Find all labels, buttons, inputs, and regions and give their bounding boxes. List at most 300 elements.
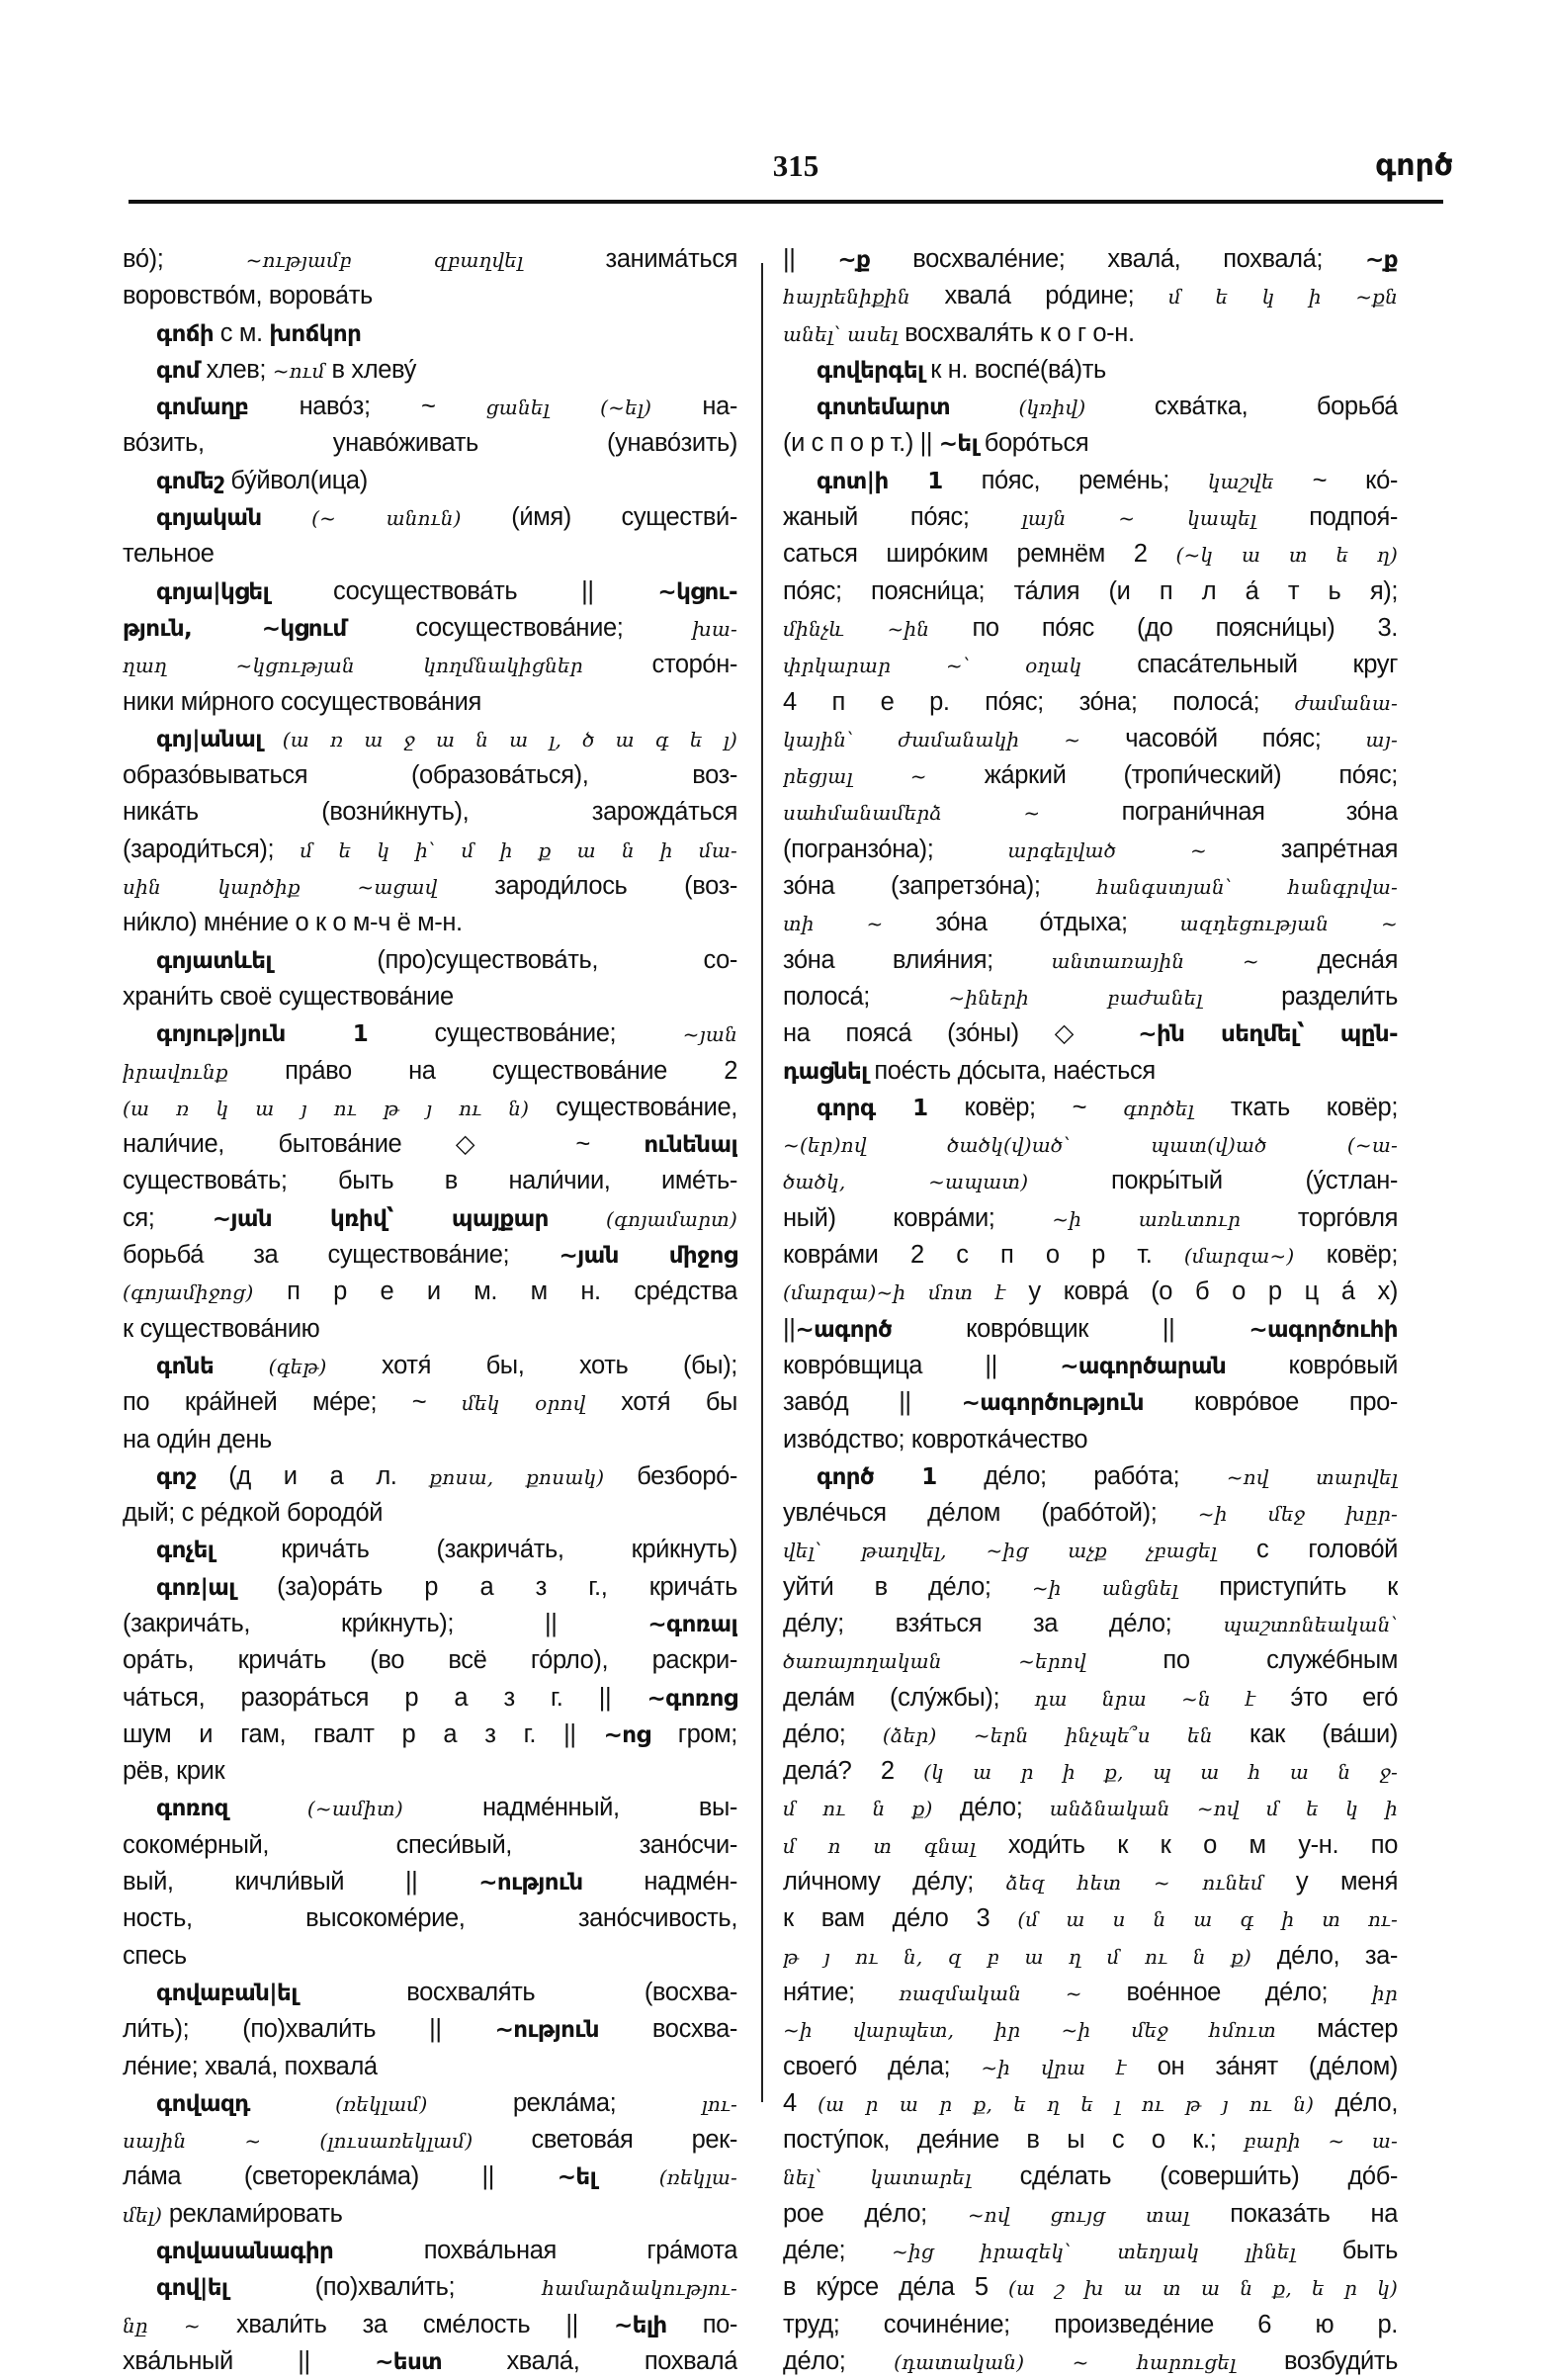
dictionary-line xyxy=(123,1311,737,1348)
russian-text: (по)хвали́ть; xyxy=(227,2273,543,2302)
dictionary-line xyxy=(123,1015,737,1052)
dictionary-line xyxy=(123,2196,737,2233)
headword: գոշ xyxy=(156,1463,197,1490)
russian-text: пра́во на существова́ние 2 xyxy=(227,1056,737,1085)
russian-text: (за)ора́ть р а з г., крича́ть xyxy=(234,1572,737,1601)
dictionary-line xyxy=(123,721,737,757)
russian-text: заво́д || xyxy=(783,1388,962,1417)
russian-text: ный) ковра́ми; xyxy=(783,1203,1053,1232)
dictionary-line xyxy=(123,1938,737,1975)
russian-text: к н. воспе́(ва́)ть xyxy=(923,355,1106,384)
russian-text: ковро́вщица || xyxy=(783,1351,1061,1379)
armenian-example: ձեզ հետ ~ ունեմ xyxy=(1005,1871,1264,1895)
russian-text: образо́вываться (образова́ться), воз- xyxy=(123,761,737,790)
russian-text: во́зить, унаво́живать (унаво́зить) xyxy=(123,429,737,458)
dictionary-line xyxy=(783,1422,1398,1458)
armenian-example: իրավունք xyxy=(123,1059,228,1084)
russian-text: торго́вля xyxy=(1241,1203,1398,1232)
headword: գորգ 1 xyxy=(817,1095,928,1121)
armenian-example: (կ ա ր ի ք, պ ա հ ա ն ջ- xyxy=(923,1760,1398,1785)
russian-text: существова́ние; xyxy=(368,1019,683,1048)
armenian-example: (ա շ խ ա տ ա ն ք, ե ր կ) xyxy=(1007,2276,1398,2301)
dictionary-line xyxy=(123,1864,737,1900)
headword: գոնե xyxy=(156,1353,215,1379)
dictionary-line xyxy=(783,1753,1398,1790)
dictionary-line xyxy=(123,2159,737,2195)
dictionary-line xyxy=(123,1237,737,1274)
armenian-example: մել) xyxy=(123,2202,163,2227)
armenian-example: իր xyxy=(1372,1981,1398,2005)
headword: ~ին սեղմել՝ պըն- xyxy=(1138,1021,1398,1048)
armenian-example: (մ ա ս ն ա գ ի տ ու- xyxy=(1017,1907,1398,1932)
armenian-example: մեկ օրով xyxy=(461,1391,586,1416)
headword: ~ել xyxy=(938,431,979,458)
russian-text: де́ло; xyxy=(783,2346,895,2375)
russian-text: || xyxy=(783,1314,796,1343)
armenian-example: նը ~ xyxy=(123,2313,201,2337)
armenian-example: (ռեկլա- xyxy=(596,2165,737,2190)
russian-text: вый, кичли́вый || xyxy=(123,1868,479,1896)
right-column xyxy=(783,241,1398,2380)
headword: ~յան կռիվ՝ պայքար xyxy=(212,1205,549,1232)
dictionary-line xyxy=(123,389,737,425)
headword: ~յան միջոց xyxy=(559,1243,737,1270)
headword: ~ություն xyxy=(478,1870,583,1896)
armenian-example: կային՝ ժամանակի ~ xyxy=(783,727,1081,751)
russian-text: на- xyxy=(651,393,737,421)
russian-text: существова́ние, xyxy=(529,1093,737,1121)
armenian-example: (~ անուն) xyxy=(261,506,462,531)
russian-text: полоса́; xyxy=(783,982,949,1011)
dictionary-line xyxy=(783,352,1398,389)
dictionary-line xyxy=(123,832,737,868)
dictionary-line xyxy=(783,1163,1398,1199)
armenian-example: ~ի մեջ խըր- xyxy=(1197,1502,1398,1527)
russian-text: возбуди́ть xyxy=(1236,2346,1398,2375)
dictionary-line xyxy=(123,684,737,721)
russian-text: реклами́ровать xyxy=(162,2199,343,2228)
dictionary-line xyxy=(123,942,737,979)
armenian-example: մ ու ն ք) xyxy=(783,1797,933,1821)
russian-text: восхвале́ние; хвала́, похвала́; xyxy=(870,245,1366,273)
russian-text: десна́я xyxy=(1258,945,1398,974)
headword: գոյութ|յուն 1 xyxy=(156,1021,369,1048)
russian-text: похва́льная гра́мота xyxy=(333,2237,737,2265)
russian-text: по служе́бным xyxy=(1085,1646,1398,1675)
dictionary-line xyxy=(123,573,737,610)
russian-text: ора́ть, крича́ть (во всё го́рло), раскри- xyxy=(123,1646,737,1675)
headword: գովասանագիր xyxy=(156,2239,334,2265)
russian-text: светова́я рек- xyxy=(473,2126,737,2155)
russian-text: дела́м (слу́жбы); xyxy=(783,1683,1035,1712)
dictionary-line xyxy=(783,1495,1398,1532)
russian-text: запре́тная xyxy=(1206,835,1398,863)
dictionary-line xyxy=(123,315,737,352)
russian-text: ковёр; xyxy=(1294,1241,1398,1270)
russian-text: хвала́ ро́дине; xyxy=(909,282,1168,310)
headword: գոռ|ալ xyxy=(156,1574,235,1601)
russian-text: пограни́чная зо́на xyxy=(1040,798,1398,827)
headword: ունենալ xyxy=(644,1132,737,1159)
russian-text: хотя́ бы xyxy=(585,1388,737,1417)
russian-text: по́яс; поясни́ца; та́лия (и п л а́ т ь я); xyxy=(783,576,1398,605)
dictionary-line xyxy=(123,463,737,499)
russian-text: с м. xyxy=(214,318,270,347)
dictionary-line xyxy=(783,425,1398,462)
headword: ~ք xyxy=(1365,247,1398,273)
dictionary-line xyxy=(783,905,1398,941)
russian-text: жаный по́яс; xyxy=(783,503,1022,532)
headword: գոյատևել xyxy=(156,947,272,974)
headword: ~եստ xyxy=(375,2348,443,2375)
armenian-example: անձնական ~ով մ ե կ ի xyxy=(1049,1797,1398,1821)
dictionary-line xyxy=(783,647,1398,683)
russian-text: де́ло, xyxy=(1314,2088,1398,2117)
headword: գովաբան|ել xyxy=(156,1980,298,2006)
russian-text: по́яс, реме́нь; xyxy=(942,466,1208,494)
headword: գոճի xyxy=(156,320,215,347)
armenian-example: (կռիվ) xyxy=(950,396,1086,420)
dictionary-line xyxy=(783,979,1398,1015)
russian-text: ковро́вое про- xyxy=(1143,1388,1398,1417)
russian-text: де́ло, за- xyxy=(1251,1941,1398,1970)
armenian-example: ծառայողական ~երով xyxy=(783,1649,1086,1674)
dictionary-line xyxy=(123,757,737,794)
dictionary-line xyxy=(783,2085,1398,2122)
armenian-example: սահմանամերձ ~ xyxy=(783,801,1041,826)
russian-text: бу́йвол(ица) xyxy=(223,466,368,494)
armenian-example: (գոյամիջոց) xyxy=(123,1280,254,1305)
dictionary-line xyxy=(123,2307,737,2343)
russian-text: к существова́нию xyxy=(123,1314,320,1343)
dictionary-line xyxy=(123,2085,737,2122)
dictionary-line xyxy=(123,1200,737,1237)
russian-text: надме́н- xyxy=(582,1868,737,1896)
headword: գոչել xyxy=(156,1538,215,1564)
dictionary-line xyxy=(783,942,1398,979)
armenian-example: լու- xyxy=(701,2091,737,2116)
headword: գոտ|ի 1 xyxy=(817,468,943,494)
russian-text: ковёр; ~ xyxy=(927,1093,1124,1121)
dictionary-line xyxy=(123,2011,737,2048)
headword: ~ություն xyxy=(494,2017,599,2044)
dictionary-line xyxy=(783,1274,1398,1310)
headword: գոտեմարտ xyxy=(817,395,951,421)
armenian-example: փրկարար ~՝ օղակ xyxy=(783,654,1082,678)
russian-text: безборо́- xyxy=(604,1461,737,1490)
russian-text: сосуществова́ть || xyxy=(269,576,658,605)
russian-text: существова́ть; быть в нали́чии, име́ть- xyxy=(123,1167,737,1195)
armenian-example: ~յան xyxy=(682,1022,737,1047)
dictionary-line xyxy=(123,1274,737,1310)
headword: գոմաղբ xyxy=(156,395,249,421)
armenian-example: մ ո տ գնալ xyxy=(783,1833,977,1858)
headword: դացնել xyxy=(783,1058,868,1085)
russian-text: рёв, крик xyxy=(123,1757,225,1786)
headword: գոյական xyxy=(156,505,262,532)
dictionary-line xyxy=(123,536,737,573)
headword: ~ելի xyxy=(614,2312,667,2338)
headword: գովազդ xyxy=(156,2090,250,2117)
russian-text: надме́нный, вы- xyxy=(402,1794,737,1822)
dictionary-line xyxy=(783,1532,1398,1568)
armenian-example: գործել xyxy=(1123,1096,1194,1120)
russian-text: храни́ть своё существова́ние xyxy=(123,982,454,1011)
russian-text: борьба́ за существова́ние; xyxy=(123,1241,560,1270)
russian-text: де́ло; xyxy=(932,1794,1050,1822)
russian-text: п р е и м. м н. сре́дства xyxy=(253,1278,737,1306)
dictionary-line xyxy=(123,2122,737,2159)
dictionary-line xyxy=(123,1975,737,2011)
russian-text: зо́на влия́ния; xyxy=(783,945,1052,974)
russian-text: ткать ковёр; xyxy=(1193,1093,1398,1121)
dictionary-line xyxy=(783,1126,1398,1163)
russian-text: э́то его́ xyxy=(1255,1683,1398,1712)
headword: ~ոց xyxy=(603,1721,650,1748)
armenian-example: թ յ ու ն, զ բ ա ղ մ ու ն ք) xyxy=(783,1944,1252,1969)
headword: խոճկոր xyxy=(269,320,362,347)
dictionary-line xyxy=(783,2159,1398,2195)
russian-text: (закрича́ть, кри́кнуть); || xyxy=(123,1609,648,1637)
dictionary-line xyxy=(123,2049,737,2085)
headword: թյուն, ~կցում xyxy=(123,615,347,642)
dictionary-line xyxy=(783,241,1398,278)
russian-text: по- xyxy=(666,2310,737,2338)
header-rule xyxy=(129,200,1443,204)
russian-text: сокоме́рный, спеси́вый, зано́счи- xyxy=(123,1830,737,1859)
armenian-example: ~ից իրազեկ՝ տեղյակ լինել xyxy=(892,2240,1296,2264)
russian-text: на пояса́ (зо́ны) ◇ xyxy=(783,1019,1139,1048)
armenian-example: ~ի առևտուր xyxy=(1052,1206,1242,1231)
dictionary-line xyxy=(783,2011,1398,2048)
russian-text: ники ми́рного сосуществова́ния xyxy=(123,687,481,716)
armenian-example: (մարզա)~ի մոտ է xyxy=(783,1280,1006,1305)
russian-text: восхваля́ть (восхва- xyxy=(297,1978,737,2006)
russian-text: у ковра́ (о б о р ц а́ х) xyxy=(1005,1278,1398,1306)
armenian-example: (դատական) ~ հարուցել xyxy=(894,2349,1237,2374)
armenian-example: մինչև ~ին xyxy=(783,616,930,641)
dictionary-line xyxy=(123,2233,737,2269)
headword: գոմ xyxy=(156,357,200,384)
russian-text: хлев; xyxy=(199,355,273,384)
russian-text: показа́ть на xyxy=(1189,2199,1398,2228)
dictionary-line xyxy=(783,1790,1398,1826)
dictionary-line xyxy=(783,610,1398,647)
russian-text: к вам де́ло 3 xyxy=(783,1904,1018,1933)
armenian-example: (ա ռ ա ջ ա ն ա լ, ծ ա գ ե լ) xyxy=(261,727,737,751)
dictionary-line xyxy=(123,1163,737,1199)
armenian-example: հայրենիքին xyxy=(783,285,910,309)
russian-text: ле́ние; хвала́, похвала́ xyxy=(123,2052,378,2080)
russian-text: раздели́ть xyxy=(1202,982,1398,1011)
russian-text: занима́ться xyxy=(523,245,737,273)
russian-text: нали́чие, бытова́ние ◇ ~ xyxy=(123,1130,645,1159)
dictionary-line xyxy=(123,278,737,314)
dictionary-line xyxy=(783,389,1398,425)
russian-text: спесь xyxy=(123,1941,187,1970)
russian-text: ма́стер xyxy=(1275,2015,1398,2044)
armenian-example: կաշվե xyxy=(1207,469,1274,493)
headword: ~ագործուհի xyxy=(1249,1316,1398,1343)
armenian-example: (գոյամարտ) xyxy=(548,1206,737,1231)
russian-text: рое де́ло; xyxy=(783,2199,968,2228)
russian-text: у меня́ xyxy=(1263,1868,1398,1896)
armenian-example: րեցյալ ~ xyxy=(783,764,927,789)
russian-text: ни́кло) мне́ние о к о м-ч ё м-н. xyxy=(123,909,463,937)
dictionary-line xyxy=(783,1458,1398,1495)
dictionary-line xyxy=(123,1090,737,1126)
armenian-example: անտառային ~ xyxy=(1051,948,1259,973)
dictionary-line xyxy=(123,1642,737,1679)
dictionary-line xyxy=(123,1495,737,1532)
russian-text: изво́дство; ковротка́чество xyxy=(783,1425,1088,1454)
dictionary-line xyxy=(783,1606,1398,1642)
dictionary-line xyxy=(783,1717,1398,1753)
russian-text: посту́пок, дея́ние в ы с о к.; xyxy=(783,2126,1245,2155)
russian-text: восхва- xyxy=(598,2015,737,2044)
armenian-example: սային ~ (լուսառեկլամ) xyxy=(123,2129,474,2154)
dictionary-line xyxy=(123,1827,737,1864)
russian-text: труд; сочине́ние; произведе́ние 6 ю р. xyxy=(783,2310,1398,2338)
dictionary-line xyxy=(783,573,1398,610)
russian-text: зо́на о́тдыха; xyxy=(883,909,1180,937)
russian-text: ность, высокоме́рие, зано́счивость, xyxy=(123,1904,737,1933)
headword: ~ել xyxy=(557,2164,597,2191)
armenian-example: ~ի վրա է xyxy=(981,2055,1127,2079)
russian-text: крича́ть (закрича́ть, кри́кнуть) xyxy=(214,1536,737,1564)
dictionary-line xyxy=(783,868,1398,905)
armenian-example: ծածկ, ~ապատ) xyxy=(783,1170,1029,1194)
dictionary-line xyxy=(123,610,737,647)
dictionary-line xyxy=(783,757,1398,794)
headword: ~գոռոց xyxy=(646,1685,737,1712)
dictionary-line xyxy=(783,536,1398,573)
russian-text: своего́ де́ла; xyxy=(783,2052,982,2080)
armenian-example: դա նրա ~ն է xyxy=(1034,1686,1256,1711)
armenian-example: ռազմական ~ xyxy=(899,1981,1082,2005)
armenian-example: մ ե կ ի՝ մ ի ք ա ն ի մա- xyxy=(300,837,737,862)
dictionary-line xyxy=(783,832,1398,868)
dictionary-line xyxy=(123,2343,737,2380)
armenian-example: հանգստյան՝ հանգրվա- xyxy=(1096,875,1398,900)
armenian-example: խա- xyxy=(692,616,737,641)
dictionary-line xyxy=(783,499,1398,536)
russian-text: во́); xyxy=(123,245,246,273)
dictionary-line xyxy=(783,721,1398,757)
dictionary-line xyxy=(783,1642,1398,1679)
armenian-example: (~ամիտ) xyxy=(227,1797,403,1821)
russian-text: сосуществова́ние; xyxy=(346,613,693,642)
dictionary-line xyxy=(123,1348,737,1384)
russian-text: на оди́н день xyxy=(123,1425,272,1454)
dictionary-line xyxy=(123,905,737,941)
dictionary-line xyxy=(123,1753,737,1790)
armenian-example: լայն ~ կապել xyxy=(1021,506,1257,531)
headword: գոյա|կցել xyxy=(156,578,270,605)
dictionary-line xyxy=(783,1827,1398,1864)
dictionary-line xyxy=(123,868,737,905)
armenian-example: ղաղ ~կցության կողմնակիցներ xyxy=(123,654,583,678)
dictionary-line xyxy=(783,1938,1398,1975)
russian-text: 4 xyxy=(783,2088,818,2117)
headword: գովերգել xyxy=(817,357,924,384)
armenian-example: համարձակությու- xyxy=(542,2276,737,2301)
dictionary-line xyxy=(123,1790,737,1826)
armenian-example: ~ում xyxy=(272,358,325,383)
dictionary-line xyxy=(123,794,737,831)
dictionary-line xyxy=(783,1348,1398,1384)
headword: ~ք xyxy=(837,247,871,273)
headword: ~ագործություն xyxy=(961,1390,1144,1417)
dictionary-line xyxy=(123,1458,737,1495)
russian-text: с голово́й xyxy=(1217,1536,1398,1564)
russian-text: по кра́йней ме́ре; ~ xyxy=(123,1388,462,1417)
dictionary-line xyxy=(783,1680,1398,1717)
dictionary-line xyxy=(783,1569,1398,1606)
russian-text: хвали́ть за сме́лость || xyxy=(200,2310,614,2338)
russian-text: часово́й по́яс; xyxy=(1080,724,1366,752)
column-divider xyxy=(761,263,763,2102)
dictionary-line xyxy=(123,499,737,536)
headword: գոմեշ xyxy=(156,468,224,494)
dictionary-line xyxy=(783,1090,1398,1126)
russian-text: гром; xyxy=(649,1719,737,1748)
russian-text: (и́мя) существи́- xyxy=(461,503,737,532)
russian-text: ковро́вый xyxy=(1226,1351,1398,1379)
headword: գոռոզ xyxy=(156,1796,228,1822)
dictionary-line xyxy=(123,1900,737,1937)
armenian-example: ~ով տարվել xyxy=(1226,1464,1398,1489)
russian-text: сторо́н- xyxy=(582,651,737,679)
page-number: 315 xyxy=(772,148,819,183)
armenian-example: (ա ր ա ր ք, ե ղ ե լ ու թ յ ու ն) xyxy=(818,2091,1315,2116)
russian-text: вое́нное де́ло; xyxy=(1081,1978,1373,2006)
dictionary-line xyxy=(783,2049,1398,2085)
dictionary-line xyxy=(123,1126,737,1163)
dictionary-line xyxy=(783,1237,1398,1274)
russian-text: рекла́ма; xyxy=(427,2088,702,2117)
headword: գործ 1 xyxy=(817,1463,937,1490)
armenian-example: ցանել (~ել) xyxy=(485,396,652,420)
armenian-example: ~իների բաժանել xyxy=(948,985,1203,1010)
headword: ~կցու- xyxy=(657,578,737,605)
dictionary-line xyxy=(123,1422,737,1458)
armenian-example: սին կարծիք ~ացավ xyxy=(123,875,438,900)
russian-text: ковро́вщик || xyxy=(892,1314,1249,1343)
dictionary-line xyxy=(123,241,737,278)
dictionary-line xyxy=(123,647,737,683)
headword: գով|ել xyxy=(156,2275,228,2302)
russian-text: хвала́, похвала́ xyxy=(442,2346,737,2375)
armenian-example: տի ~ xyxy=(783,912,884,936)
dictionary-line xyxy=(783,1311,1398,1348)
russian-text: ника́ть (возни́кнуть), зарожда́ться xyxy=(123,798,737,827)
dictionary-line xyxy=(783,2196,1398,2233)
dictionary-line xyxy=(783,1384,1398,1421)
russian-text: спаса́тельный круг xyxy=(1081,651,1398,679)
dictionary-line xyxy=(783,2343,1398,2380)
headword: ~ագործ xyxy=(795,1316,893,1343)
russian-text: жа́ркий (тропи́ческий) по́яс; xyxy=(926,761,1398,790)
russian-text: в хлеву́ xyxy=(324,355,416,384)
russian-text: де́ле; xyxy=(783,2237,892,2265)
russian-text: || xyxy=(783,245,838,273)
dictionary-line xyxy=(123,425,737,462)
russian-text: (д и а л. xyxy=(196,1461,430,1490)
left-column xyxy=(123,241,737,2380)
dictionary-line xyxy=(783,2122,1398,2159)
armenian-example: նել՝ կատարել xyxy=(783,2165,972,2190)
